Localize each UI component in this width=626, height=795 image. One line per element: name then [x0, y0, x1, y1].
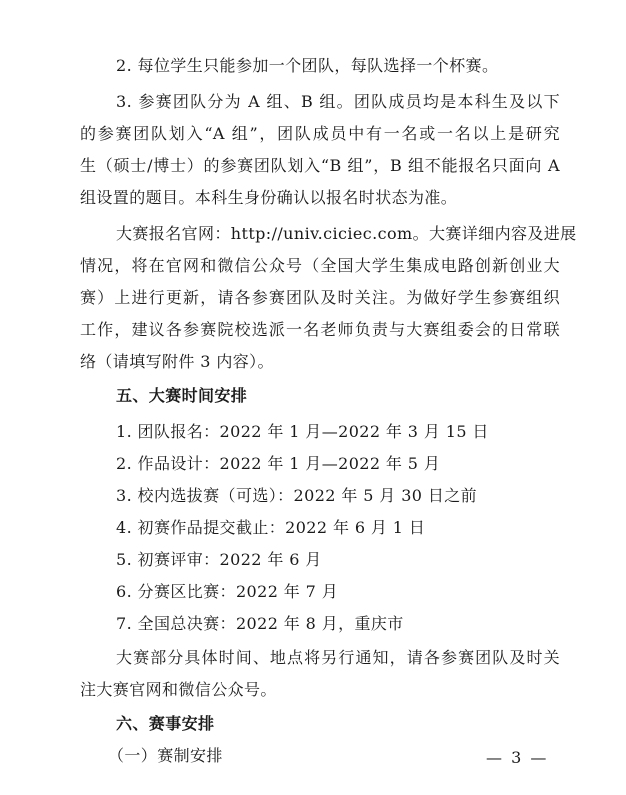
rule-item-3-line-3: 生（硕士/博士）的参赛团队划入“B 组”，B 组不能报名只面向 A — [80, 156, 560, 175]
section-heading-arrangement: 六、赛事安排 — [116, 714, 215, 733]
registration-paragraph-line-3: 赛）上进行更新，请各参赛团队及时关注。为做好学生参赛组织 — [80, 288, 560, 307]
schedule-item-5: 5. 初赛评审：2022 年 6 月 — [116, 550, 322, 569]
registration-paragraph-line-5: 络（请填写附件 3 内容）。 — [80, 352, 274, 371]
subsection-heading-format: （一）赛制安排 — [108, 746, 223, 765]
registration-paragraph-line-1: 大赛报名官网：http://univ.ciciec.com。大赛详细内容及进展 — [116, 224, 577, 243]
notice-paragraph-line-1: 大赛部分具体时间、地点将另行通知，请各参赛团队及时关 — [116, 648, 560, 667]
schedule-item-3: 3. 校内选拔赛（可选）：2022 年 5 月 30 日之前 — [116, 486, 478, 505]
schedule-item-1: 1. 团队报名：2022 年 1 月—2022 年 3 月 15 日 — [116, 422, 489, 441]
rule-item-3-line-4: 组设置的题目。本科生身份确认以报名时状态为准。 — [80, 188, 458, 207]
registration-paragraph-line-2: 情况，将在官网和微信公众号（全国大学生集成电路创新创业大 — [80, 256, 560, 275]
schedule-item-2: 2. 作品设计：2022 年 1 月—2022 年 5 月 — [116, 454, 441, 473]
schedule-item-4: 4. 初赛作品提交截止：2022 年 6 月 1 日 — [116, 518, 426, 537]
rule-item-2: 2. 每位学生只能参加一个团队，每队选择一个杯赛。 — [116, 56, 499, 75]
rule-item-3-line-2: 的参赛团队划入“A 组”，团队成员中有一名或一名以上是研究 — [80, 124, 560, 143]
notice-paragraph-line-2: 注大赛官网和微信公众号。 — [80, 680, 277, 699]
schedule-item-7: 7. 全国总决赛：2022 年 8 月，重庆市 — [116, 614, 404, 633]
schedule-item-6: 6. 分赛区比赛：2022 年 7 月 — [116, 582, 339, 601]
section-heading-schedule: 五、大赛时间安排 — [116, 386, 248, 405]
registration-paragraph-line-4: 工作，建议各参赛院校选派一名老师负责与大赛组委会的日常联 — [80, 320, 560, 339]
rule-item-3-line-1: 3. 参赛团队分为 A 组、B 组。团队成员均是本科生及以下 — [116, 92, 560, 111]
page-number: — 3 — — [486, 748, 549, 767]
